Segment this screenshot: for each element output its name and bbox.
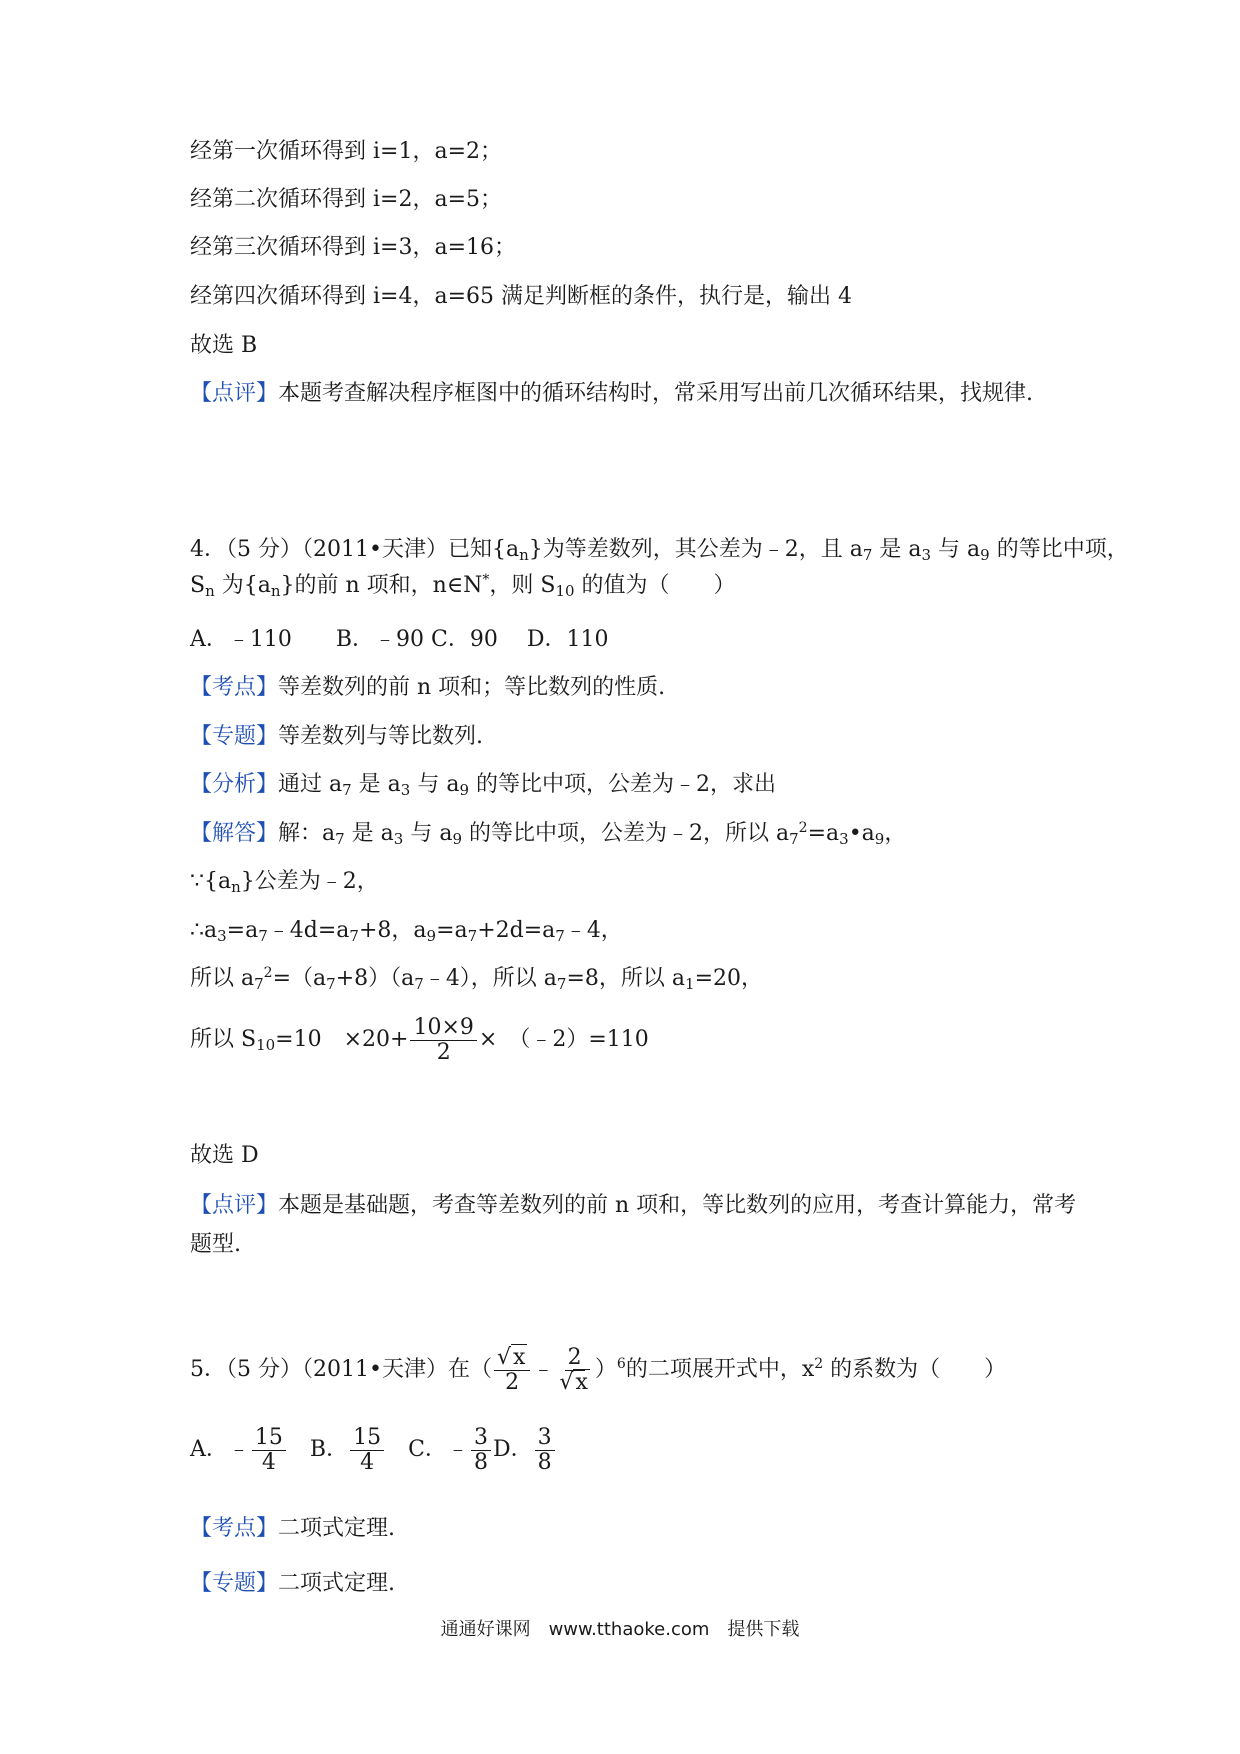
q5-head: 5．（5 分）（2011•天津）在（ [190,1357,492,1382]
q5-text: 的二项展开式中，x [625,1357,815,1382]
jieda-text: 与 a [403,821,453,846]
q5-text: 的系数为（ ） [823,1357,1007,1382]
suoyi-text: =20， [694,966,763,991]
sub-7: 7 [555,927,565,945]
sub-3: 3 [400,781,411,799]
jieda-tag: 【解答】 [190,821,279,846]
sub-7: 7 [342,781,352,799]
fraction-numerator: 2 [565,1346,585,1371]
sub-7: 7 [335,830,345,848]
sub-9: 9 [452,830,462,848]
option-d-fraction [535,1426,555,1475]
sub-9: 9 [874,830,885,848]
sup-2: 2 [798,820,808,836]
fraction-denominator: 4 [360,1449,375,1475]
zhuanti-text: 二项式定理. [278,1571,396,1596]
sub-10: 10 [555,582,575,600]
q4-text: 的值为（ ） [574,573,736,598]
q4-text: S [190,573,206,598]
solution-line-4: 经第四次循环得到 i=4，a=65 满足判断框的条件，执行是，输出 4 [190,284,852,309]
sub-9: 9 [426,927,437,945]
q4-because [190,867,379,897]
q5-zhuanti [190,1569,395,1599]
q4-text: 为{a [214,573,271,598]
fraction-numerator: 3 [535,1426,555,1451]
sup-star: * [482,572,490,588]
suoyi-text: ﹣4），所以 a [423,966,557,991]
suoyi-text: × （﹣2）=110 [478,1027,649,1052]
zhuanti-tag: 【专题】 [190,1571,279,1596]
kaodian-text: 二项式定理. [278,1516,396,1541]
kaodian-tag: 【考点】 [190,675,279,700]
suoyi-text: 所以 a [190,966,255,991]
suoyi-text: +8）（a [335,966,415,991]
sub-n: n [231,878,241,896]
fraction-denominator: 2 [436,1039,451,1065]
q4-options: A．﹣110 B．﹣90 C．90 D．110 [190,627,609,652]
fenxi-text: 是 a [351,772,401,797]
answer-line: 故选 B [190,333,258,358]
q4-text: ，则 S [489,573,556,598]
sub-7: 7 [862,546,873,564]
sub-n: n [519,546,529,564]
sub-7: 7 [254,975,264,993]
page-footer: 通通好课网 www.tthaoke.com 提供下载 [440,1619,800,1640]
minus-sign: ﹣ [532,1357,555,1382]
sub-10: 10 [256,1036,276,1054]
sup-2: 2 [263,965,273,981]
option-b-fraction [350,1426,384,1475]
q4-text: 的等比中项， [989,537,1129,562]
fraction-numerator: 10×9 [410,1016,476,1041]
therefore-text: +8，a [358,918,427,943]
q5-stem [190,1340,1006,1400]
sub-3: 3 [839,830,849,848]
option-c-label: C． [386,1437,447,1462]
sub-7: 7 [414,975,424,993]
therefore-text: =a [436,918,468,943]
jieda-text: •a [848,821,875,846]
jieda-text: 是 a [344,821,394,846]
solution-line-1: 经第一次循环得到 i=1，a=2； [190,139,503,164]
q4-suoyi-2 [190,1015,649,1065]
fraction-2-over-sqrtx [556,1346,592,1395]
therefore-text: =a [226,918,259,943]
because-text: }公差为﹣2， [240,869,379,894]
suoyi-text: =10 ×20+ [275,1027,409,1052]
comment-text: 本题考查解决程序框图中的循环结构时，常采用写出前几次循环结果，找规律. [278,381,1034,406]
q4-jieda [190,819,906,849]
option-d-label: D． [492,1437,533,1462]
q4-text: 是 a [872,537,922,562]
sub-n: n [270,582,281,600]
q4-kaodian [190,673,665,703]
fraction-denominator: √x [559,1369,588,1395]
sub-7: 7 [467,927,478,945]
therefore-text: +2d=a [477,918,556,943]
q4-suoyi-1 [190,964,763,994]
dianping-text: 本题是基础题，考查等差数列的前 n 项和，等比数列的应用，考查计算能力，常考 [278,1193,1077,1218]
sub-3: 3 [217,927,227,945]
q4-text: 与 a [931,537,981,562]
q4-fenxi [190,770,776,800]
fraction-denominator: 2 [505,1369,520,1395]
q4-stem-line-2 [190,571,736,601]
fraction-numerator: 15 [252,1426,286,1451]
sub-3: 3 [393,830,404,848]
q4-text: }的前 n 项和，n∈N [280,573,483,598]
q4-dianping-cont: 题型. [190,1232,241,1257]
sub-9: 9 [980,546,990,564]
sup-2: 2 [814,1356,824,1372]
fraction-sqrtx-over-2 [494,1346,530,1395]
jieda-text: =a [807,821,840,846]
fenxi-text: 的等比中项，公差为﹣2，求出 [469,772,776,797]
fraction-denominator: 4 [261,1449,276,1475]
dianping-tag: 【点评】 [190,1193,279,1218]
option-a-fraction [252,1426,286,1475]
sub-7: 7 [789,830,799,848]
q4-zhuanti [190,722,483,752]
option-b-label: B． [287,1437,349,1462]
kaodian-text: 等差数列的前 n 项和；等比数列的性质. [278,675,666,700]
comment-tag: 【点评】 [190,381,279,406]
sub-n: n [205,582,215,600]
close-paren: ） [594,1357,617,1382]
sup-6: 6 [616,1356,626,1372]
fenxi-text: 通过 a [278,772,343,797]
sub-9: 9 [459,781,469,799]
sub-7: 7 [556,975,567,993]
minus-sign: ﹣ [446,1437,469,1462]
zhuanti-tag: 【专题】 [190,724,279,749]
because-text: ∵{a [190,869,232,894]
sub-7: 7 [326,975,336,993]
solution-line-3: 经第三次循环得到 i=3，a=16； [190,235,517,260]
zhuanti-text: 等差数列与等比数列. [278,724,484,749]
jieda-text: 解：a [278,821,336,846]
fenxi-tag: 【分析】 [190,772,279,797]
q5-kaodian [190,1514,395,1544]
jieda-text: 的等比中项，公差为﹣2，所以 a [462,821,790,846]
fenxi-text: 与 a [410,772,460,797]
minus-sign: ﹣ [227,1437,250,1462]
fraction-numerator: 3 [471,1426,491,1451]
option-c-fraction [471,1426,491,1475]
fraction-numerator: 15 [350,1426,384,1451]
fraction-numerator: √x [494,1346,530,1371]
q4-dianping [190,1191,1076,1221]
sub-3: 3 [921,546,932,564]
kaodian-tag: 【考点】 [190,1516,279,1541]
fraction-denominator: 8 [473,1449,488,1475]
q4-therefore [190,916,623,946]
q4-head: 4．（5 分）（2011•天津）已知{a [190,537,520,562]
jieda-text: ， [884,821,907,846]
suoyi-text: =8，所以 a [566,966,686,991]
option-a-label: A． [190,1437,228,1462]
therefore-text: ﹣4d=a [267,918,350,943]
suoyi-text: 所以 S [190,1027,257,1052]
sub-7: 7 [349,927,359,945]
sub-7: 7 [258,927,268,945]
sub-1: 1 [685,975,695,993]
therefore-text: ﹣4， [564,918,623,943]
q4-answer: 故选 D [190,1143,259,1168]
comment-line [190,379,1033,409]
fraction-denominator: 8 [537,1449,552,1475]
therefore-text: ∴a [190,918,218,943]
fraction-10x9-over-2 [410,1016,476,1065]
q4-head-mid: }为等差数列，其公差为﹣2，且 a [528,537,863,562]
q5-options [190,1422,557,1478]
q4-stem-line-1 [190,535,1129,565]
solution-line-2: 经第二次循环得到 i=2，a=5； [190,187,503,212]
suoyi-text: =（a [272,966,327,991]
